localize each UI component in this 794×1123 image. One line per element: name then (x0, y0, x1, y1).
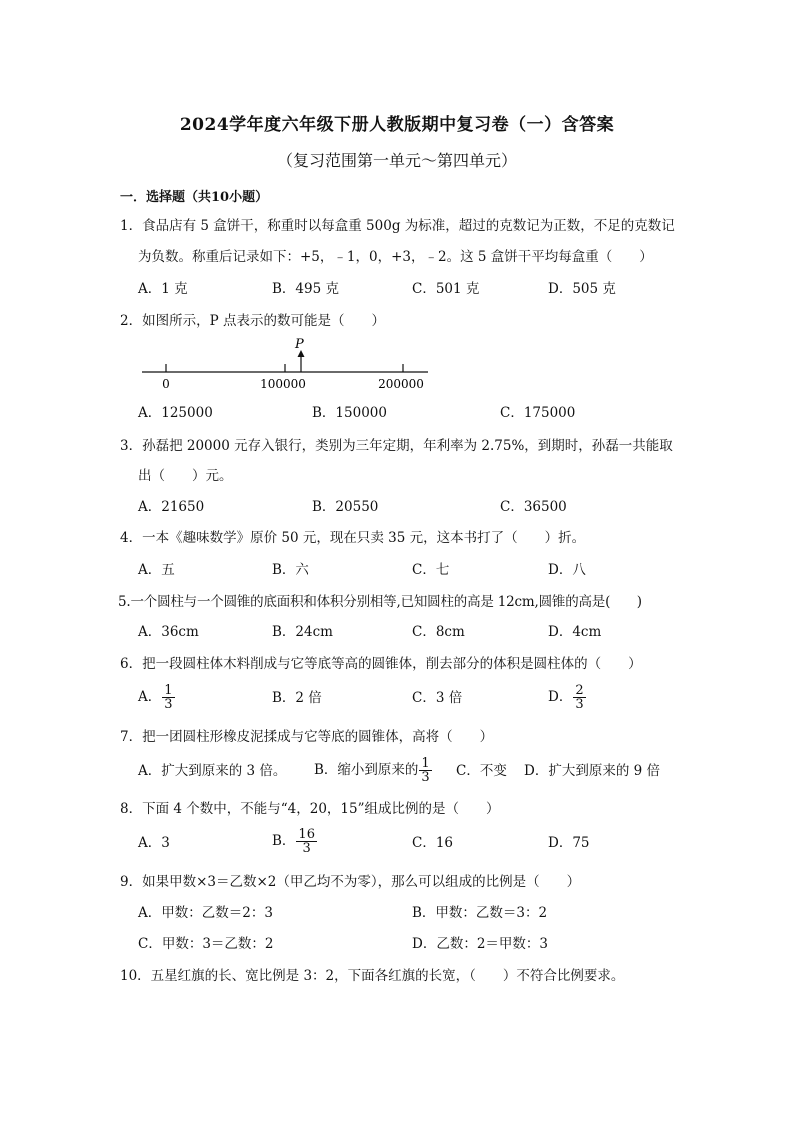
question-3-line-1: 3．孙磊把 20000 元存入银行，类别为三年定期，年利率为 2.75%，到期时，孙磊一共能取 (120, 438, 673, 454)
tick-label-100000: 100000 (260, 377, 306, 391)
question-6-option-b[interactable]: B．2 倍 (272, 690, 322, 706)
question-5-option-c[interactable]: C．8cm (412, 624, 465, 640)
question-7-line-1: 7．把一团圆柱形橡皮泥揉成与它等底的圆锥体，高将（ ） (120, 729, 494, 745)
question-3-line-2: 出（ ）元。 (138, 468, 233, 484)
question-2-line-1: 2．如图所示，P 点表示的数可能是（ ） (120, 313, 385, 329)
question-9-option-d[interactable]: D．乙数：2＝甲数：3 (412, 936, 549, 952)
question-4-line-1: 4．一本《趣味数学》原价 50 元，现在只卖 35 元，这本书打了（ ）折。 (120, 530, 586, 546)
question-3-option-c[interactable]: C．36500 (500, 499, 567, 515)
tick-label-200000: 200000 (378, 377, 424, 391)
section-heading: 一．选择题（共10小题） (120, 190, 269, 205)
fraction-denominator: 3 (421, 770, 430, 785)
question-8-option-c[interactable]: C．16 (412, 835, 454, 851)
question-6-option-a[interactable] (138, 684, 176, 711)
question-3-option-b[interactable]: B．20550 (312, 499, 379, 515)
page-title: 2024学年度六年级下册人教版期中复习卷（一）含答案 (179, 115, 615, 135)
number-line-figure (138, 336, 438, 396)
question-6-option-c[interactable]: C．3 倍 (412, 690, 463, 706)
fraction-one-third (419, 757, 431, 784)
question-5-option-b[interactable]: B．24cm (272, 624, 333, 640)
fraction-two-thirds (573, 684, 585, 711)
question-6-line-1: 6．把一段圆柱体木料削成与它等底等高的圆锥体，削去部分的体积是圆柱体的（ ） (120, 656, 642, 672)
fraction-numerator: 2 (575, 683, 584, 698)
page-subtitle: （复习范围第一单元～第四单元） (276, 151, 517, 170)
question-4-option-b[interactable]: B．六 (272, 562, 309, 578)
question-8-option-a[interactable]: A．3 (138, 835, 170, 851)
fraction-sixteen-thirds (296, 828, 317, 855)
fraction-numerator: 1 (421, 756, 430, 771)
question-7-option-c[interactable]: C．不变 (456, 763, 507, 779)
question-6-option-a-label: A． (138, 689, 162, 705)
question-9-option-b[interactable]: B．甲数：乙数＝3：2 (412, 905, 548, 921)
fraction-numerator: 16 (298, 827, 315, 842)
question-9-option-c[interactable]: C．甲数：3＝乙数：2 (138, 936, 274, 952)
question-9-line-1: 9．如果甲数×3＝乙数×2（甲乙均不为零），那么可以组成的比例是（ ） (120, 874, 581, 890)
question-4-option-c[interactable]: C．七 (412, 562, 450, 578)
question-2-option-c[interactable]: C．175000 (500, 405, 576, 421)
question-6-option-d[interactable] (548, 684, 587, 711)
tick-label-0: 0 (162, 377, 170, 391)
question-2-option-b[interactable]: B．150000 (312, 405, 387, 421)
fraction-denominator: 3 (164, 697, 173, 712)
question-1-option-b[interactable]: B．495 克 (272, 281, 339, 297)
question-1-option-d[interactable]: D．505 克 (548, 281, 616, 297)
question-9-option-a[interactable]: A．甲数：乙数＝2：3 (138, 905, 273, 921)
question-5-option-d[interactable]: D．4cm (548, 624, 602, 640)
question-8-option-d[interactable]: D．75 (548, 835, 590, 851)
question-7-option-d[interactable]: D．扩大到原来的 9 倍 (524, 763, 660, 779)
question-5-option-a[interactable]: A．36cm (138, 624, 199, 640)
question-1-line-2: 为负数。称重后记录如下：+5，﹣1，0，+3，﹣2。这 5 盒饼干平均每盒重（ ） (138, 249, 653, 265)
question-6-option-d-label: D． (548, 689, 573, 705)
question-4-option-d[interactable]: D．八 (548, 562, 586, 578)
point-p-label: P (295, 337, 304, 352)
question-7-option-b-label: B．缩小到原来的 (314, 762, 419, 778)
question-7-option-b[interactable] (314, 757, 433, 784)
question-1-option-c[interactable]: C．501 克 (412, 281, 480, 297)
question-7-option-a[interactable]: A．扩大到原来的 3 倍。 (138, 763, 287, 779)
fraction-one-third (162, 684, 174, 711)
question-8-option-b[interactable] (272, 828, 318, 855)
question-4-option-a[interactable]: A．五 (138, 562, 175, 578)
question-8-line-1: 8．下面 4 个数中，不能与“4，20，15”组成比例的是（ ） (120, 801, 500, 817)
question-5-line-1: 5.一个圆柱与一个圆锥的底面积和体积分别相等,已知圆柱的高是 12cm,圆锥的高是( ) (118, 594, 642, 610)
question-1-line-1: 1．食品店有 5 盒饼干，称重时以每盒重 500g 为标准，超过的克数记为正数，不足的克数记 (120, 218, 675, 234)
fraction-denominator: 3 (575, 697, 584, 712)
question-3-option-a[interactable]: A．21650 (138, 499, 205, 515)
fraction-numerator: 1 (164, 683, 173, 698)
question-10-line-1: 10．五星红旗的长、宽比例是 3：2，下面各红旗的长宽，（ ）不符合比例要求。 (120, 968, 625, 984)
question-2-option-a[interactable]: A．125000 (138, 405, 213, 421)
question-1-option-a[interactable]: A．1 克 (138, 281, 188, 297)
question-8-option-b-label: B． (272, 833, 296, 849)
fraction-denominator: 3 (302, 841, 311, 856)
